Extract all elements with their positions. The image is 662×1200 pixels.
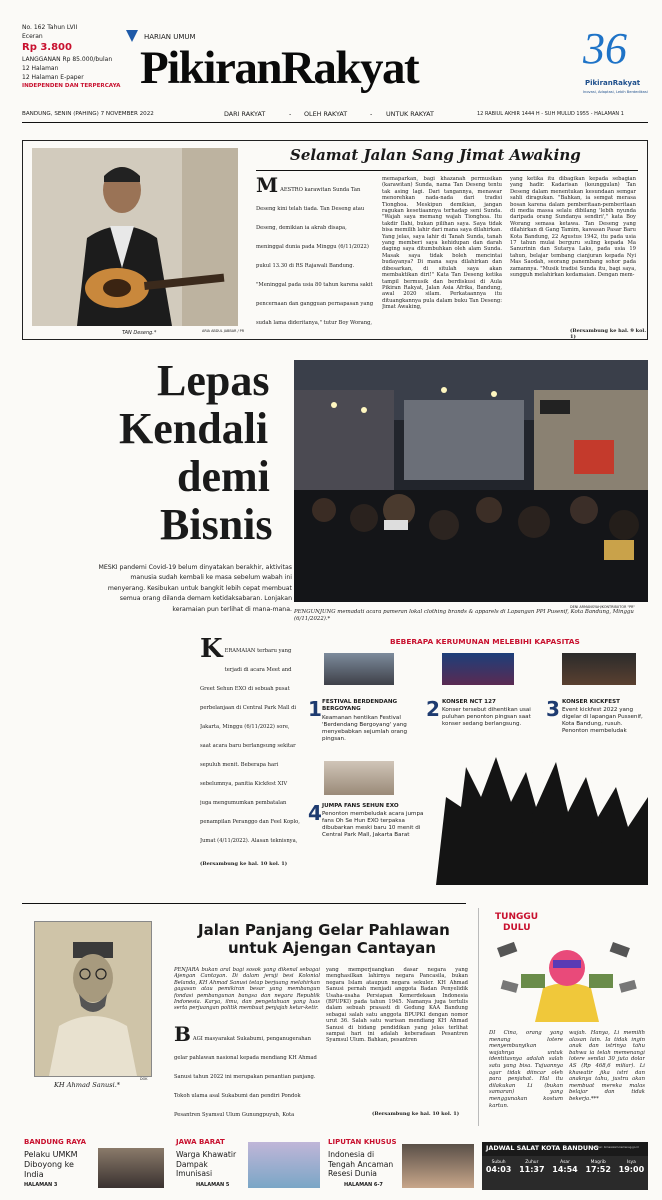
anniversary-brand: PikiranRakyat	[585, 79, 641, 87]
story-lead: MESKI pandemi Covid-19 belum dinyatakan berakhir, aktivitas manusia sudah kembali ke masa sebelum wabah ini menyerang. Kesibukan untuk bangkit lebih cepat membuat semua orang dilanda demam ketidaksabaran. Lonjakan keramaian pun terlihat di mana-mana.	[98, 564, 292, 613]
harian-umum-label: HARIAN UMUM	[144, 33, 196, 41]
prayer-name: Subuh	[491, 1160, 506, 1165]
issue-number: No. 162 Tahun LVII	[22, 24, 78, 31]
footer	[22, 1136, 648, 1192]
story-title-line-2: untuk Ajengan Cantayan	[228, 939, 436, 957]
dropcap: B	[174, 1025, 191, 1046]
column-title-1: TUNGGU	[495, 912, 539, 922]
prayer-name: Asar	[560, 1160, 570, 1165]
story-title-line-1: Jalan Panjang Gelar Pahlawan	[198, 921, 450, 939]
photo-credit: DOK	[140, 1077, 148, 1081]
teaser-page: HALAMAN 6-7	[344, 1182, 383, 1188]
continuation: (Bersambung ke hal. 10 kol. 1)	[372, 1111, 460, 1117]
prayer-asar	[548, 1156, 581, 1190]
motto-3: UNTUK RAKYAT	[386, 110, 434, 118]
column-text-2: wajah. Hanya, Li memilih alasan lain. Ia tidak ingin anak dan istrinya tahu bahwa ia telah memenangi lotere senilai 30 juta dolar AS (Rp 468,6 miliar). Li khawatir jika istri dan anaknya tahu, justru akan membuat mereka malas belajar dan tidak bekerja.***	[569, 1030, 645, 1102]
prayer-time: 19:00	[618, 1165, 645, 1174]
story-title: Selamat Jalan Sang Jimat Awaking	[290, 146, 581, 164]
prayer-time: 04:03	[485, 1165, 512, 1174]
item-title: JUMPA FANS SEHUN EXO	[322, 803, 399, 809]
teaser-headline: Indonesia di Tengah Ancaman Resesi Dunia	[328, 1150, 394, 1179]
item-title: KONSER NCT 127	[442, 699, 496, 705]
story-body	[200, 637, 300, 857]
anniversary-tagline: Inovasi, Adaptasi, Lebih Berdedikasi	[583, 90, 648, 94]
headline-line-1: Lepas	[157, 356, 270, 405]
photo-credit: ARIA ABDUL JABBAR / PR	[202, 329, 245, 333]
teaser-headline: Warga Khawatir Dampak Imunisasi	[176, 1150, 237, 1179]
separator: -	[289, 110, 292, 118]
teaser-page: HALAMAN 5	[196, 1182, 230, 1188]
hijri-date: 12 RABIUL AKHIR 1444 H - SUH MULUD 1955 - HALAMAN 1	[477, 111, 624, 117]
teaser-liputan-khusus[interactable]	[326, 1136, 476, 1190]
prayer-row	[482, 1156, 648, 1190]
page-count: 12 Halaman	[22, 65, 59, 72]
prayer-time: 17:52	[585, 1165, 611, 1174]
story-column-2: memaparkan, bagi khazanah permusikan (karawitan) Sunda, nama Tan Deseng tentu tak asing lagi. Dari tangannya, menawar menorehkan nada-nada dari tradisi Tionghoa. Meskipun demikian, jangan ragukan kesetiaannya terhadap seni Sunda. "Wajah saya memang wajah Tionghoa. Itu takdir Ilahi, bukan pilihan saya. Saya tidak bisa memilih lahir dari mana saya dilahirkan. Yang jelas, saya lahir di Tanah Sunda, tanah yang memberi saya kehidupan dan darah daging saya ditumbuhkan oleh alam Sunda. Masak saya tidak boleh mencintai budayanya? Di mana saya dilahirkan dan dibesarkan, di situlah saya akan membaktikan diri!" Kata Tan Deseng ketika tampil bermusik dan berdiskusi di Aula Pikiran Rakyat, Jalan Asia Afrika, Bandung, awal 2020 silam. Perkataannya itu dituangkannya pula dalam buku Tan Deseng: Jimat Awaking,	[382, 176, 502, 311]
teaser-jawa-barat[interactable]	[174, 1136, 324, 1190]
anniversary-logo	[575, 24, 655, 106]
teaser-headline: Pelaku UMKM Diboyong ke India	[24, 1150, 78, 1179]
newspaper-logo: PikiranRakyat	[140, 42, 419, 94]
anniversary-number: 36	[583, 24, 627, 73]
masthead-rule	[22, 122, 648, 123]
subscription-price: LANGGANAN Rp 85.000/bulan	[22, 56, 113, 63]
tan-deseng-photo	[32, 148, 238, 326]
prayer-time: 14:54	[552, 1165, 578, 1174]
photo-caption: TAN Deseng.*	[122, 330, 157, 336]
crowd-illustration	[294, 360, 648, 602]
motto-1: DARI RAKYAT	[224, 110, 266, 118]
motto: INDEPENDEN DAN TERPERCAYA	[22, 83, 121, 89]
story-text: AGI masyarakat Sukabumi, penganugerahan gelar pahlawan nasional kepada mendiang KH Ahmad Sanusi tahun 2022 ini merupakan penantian panjang. Tokoh ulama asal Sukabumi dan pendiri Pondok Pesantren Syamsul Ulum Gunungpuyuh, Kota	[174, 1036, 317, 1118]
story-ajengan-cantayan	[22, 905, 472, 1133]
headline-line-4: Bisnis	[160, 500, 273, 549]
item-title: KONSER KICKFEST	[562, 699, 620, 705]
separator: -	[370, 110, 373, 118]
photo-caption: PENGUNJUNG memadati acara pameran lokal clothing brands & apparels di Lapangan PPI Pusenif, Kota Bandung, Minggu (6/11/2022).*	[294, 609, 634, 622]
prayer-title: JADWAL SALAT KOTA BANDUNG	[486, 1144, 599, 1152]
item-title: FESTIVAL BERDENDANG BERGOYANG	[322, 699, 398, 712]
teaser-photo	[402, 1144, 474, 1188]
prayer-subuh	[482, 1156, 515, 1190]
item-number: 1	[308, 697, 322, 721]
infographic-title: BEBERAPA KERUMUNAN MELEBIHI KAPASITAS	[390, 637, 580, 646]
column-title-2: DULU	[503, 923, 531, 933]
story-text: ERAMAIAN terbaru yang terjadi di acara Meet and Greet Sehun EXO di sebuah pusat perbelanjaan di Central Park Mall di Jakarta, Minggu (6/11/2022) sore, saat acara baru berlangsung sekitar sepuluh menit. Beberapa hari sebelumnya, panitia Kickfest XIV juga mengumumkan pembatalan penampilan Peranggo dan Feel Koplo, Jumat (4/11/2022). Alasan teknisnya,	[200, 648, 300, 844]
prayer-isya	[615, 1156, 648, 1190]
teaser-section: BANDUNG RAYA	[24, 1138, 87, 1146]
sanusi-portrait	[34, 921, 152, 1077]
masthead	[0, 0, 662, 120]
continuation: (Bersambung ke hal. 9 kol. 1)	[570, 328, 647, 341]
eceran-label: Eceran	[22, 33, 43, 40]
item-number: 4	[308, 801, 322, 825]
crowd-thumb-3	[562, 653, 636, 685]
crowd-photo	[294, 360, 648, 602]
story-body	[174, 1025, 320, 1129]
prayer-name: Magrib	[590, 1160, 606, 1165]
story-text: AESTRO karawitan Sunda Tan Deseng kini telah tiada. Tan Deseng atau Deseng, demikian ia akrab disapa, meninggal dunia pada Minggu (6/11/2022) pukul 13.30 di RS Rajawali Bandung. "Meninggal pada usia 80 tahun karena sakit pencernaan dan gangguan pernapasan yang sudah lama dideritanya," tutur Boy Worang,	[256, 187, 374, 326]
crowd-thumb-2	[442, 653, 514, 685]
tunggu-dulu-box	[478, 908, 650, 1126]
headline-line-2: Kendali	[119, 404, 269, 453]
price: Rp 3.800	[22, 42, 72, 53]
dateline: BANDUNG, SENIN (PAHING) 7 NOVEMBER 2022	[22, 111, 154, 117]
dropcap: K	[200, 637, 223, 664]
prayer-name: Isya	[626, 1160, 636, 1165]
item-text: Event kickfest 2022 yang digelar di lapangan Pussenif, Kota Bandung, rusuh. Penonton membeludak	[562, 707, 643, 734]
story-tan-deseng	[22, 140, 648, 340]
teaser-section: LIPUTAN KHUSUS	[328, 1138, 397, 1146]
teaser-photo	[248, 1142, 320, 1188]
teaser-bandung-raya[interactable]	[22, 1136, 172, 1190]
lottery-illustration	[487, 928, 647, 1022]
teaser-section: JAWA BARAT	[176, 1138, 225, 1146]
dropcap: M	[256, 176, 279, 197]
prayer-zuhur	[515, 1156, 548, 1190]
teaser-photo	[98, 1148, 164, 1188]
prayer-name: Zuhur	[525, 1160, 539, 1165]
section-rule	[22, 903, 466, 904]
epaper-count: 12 Halaman E-paper	[22, 74, 84, 81]
portrait-illustration	[35, 922, 151, 1076]
item-text: Keamanan hentikan Festival 'Berdendang Bergoyang' yang menyebabkan sejumlah orang pingsan.	[322, 715, 408, 742]
photo-credit: DENI ARMANSYAH/KONTRIBUTOR "PR"	[570, 605, 635, 609]
photo-caption: KH Ahmad Sanusi.*	[54, 1081, 121, 1089]
prayer-schedule	[482, 1142, 648, 1190]
teaser-page: HALAMAN 3	[24, 1182, 58, 1188]
motto-2: OLEH RAKYAT	[304, 110, 348, 118]
story-column-1	[256, 176, 374, 334]
prayer-magrib	[582, 1156, 615, 1190]
crowd-infographic	[306, 637, 648, 885]
prayer-source: Sumber: bimasislam.kemenag.go.id	[592, 1146, 639, 1149]
item-text: Konser tersebut dihentikan usai puluhan penonton pingsan saat konser sedang berlangsung.	[442, 707, 531, 727]
prayer-time: 11:37	[519, 1165, 545, 1174]
guitarist-illustration	[32, 148, 238, 326]
harian-umum-icon	[126, 30, 138, 42]
story-lead: PENJARA bukan aral bagi sosok yang dikenal sebagai Ajengan Cantayan. Di dalam jeruji besi Kolonial Belanda, KH Ahmad Sanusi tetap berjuang melahirkan gagasan atau pemikiran besar yang membangun fondasi pembangunan bangsa dan negara Republik Indonesia. Karya, ilmu, dan pengetahuan yang luas serta perjuangan politik membuat penjajah ketar-ketir.	[174, 967, 320, 1012]
crowd-thumb-1	[324, 653, 394, 685]
story-column-3: yang ketika itu dibagikan kepada sebagian yang hadir. Kadarisan (keunggulan) Tan Deseng dalam menentukan kesundaan semgar sahli diragukan. "Bahkan, ia semgat merasa bosan karena dalam pemberitaan-pemberitaan di media massa selalu dibilang 'lebih nyunda daripada orang Sundanya sendiri'," kata Boy Worang semasa ketawa. Tan Deseng yang dilahirkan di Gang Tamim, kawasan Pasar Baru Kota Bandung, 22 Agustus 1942, itu pada usia 17 tahun mulai berguru suling kepada Ma Sanurinin dan Sutarya Laks, pada usia 19 tahun, belajar tembang cianjuran kepada Nyi Mas Saodah, seorang panembang sohor pada zamannya. "Musik tradisi Sunda itu, bagi saya, sungguh melahirkan kedamaian. Dengan mem-	[510, 176, 636, 279]
item-text: Penonton membeludak acara jumpa fans Oh Se Hun EXO terpaksa dibubarkan meski baru 10 menit di Central Park Mall, Jakarta Barat	[322, 811, 424, 838]
title-rule	[256, 170, 638, 171]
continuation: (Bersambung ke hal. 10 kol. 1)	[200, 861, 288, 867]
item-number: 3	[546, 697, 560, 721]
headline-line-3: demi	[177, 452, 270, 501]
crowd-thumb-4	[324, 761, 394, 795]
column-text-1: DI Cina, orang yang menang lotere menyembunyikan wajahnya untuk identitasnya adalah salah satu yang bisa. Tujuannya agar tidak diincar oleh para penjahat. Hal itu dilakukan Li (bukan samaran) yang menggunakan kostum kartun.	[489, 1030, 563, 1109]
story-column-2: yang memperjuangkan dasar negara yang menghasilkan lahirnya negara Pancasila, bukan negara Islam ataupun negara sekuler. KH Ahmad Sanusi pernah menjadi anggota Badan Penyelidik Usaha-usaha Persiapan Kemerdekaan Indonesia (BPUPKI) pada tahun 1945. Namanya juga tertulis dalam sebuah prasasti di Gedung KAA Bandung sebagai salah satu anggota BPUPKI dengan nomor urut 36. Salah satu warisan mendiang KH Ahmad Sanusi di bidang pendidikan yang jelas terlihat sampai hari ini adalah keberadaan Pesantren Syamsul Ulum. Bahkan, pesantren	[326, 967, 468, 1044]
story-lepas-kendali	[22, 355, 648, 885]
item-number: 2	[426, 697, 440, 721]
